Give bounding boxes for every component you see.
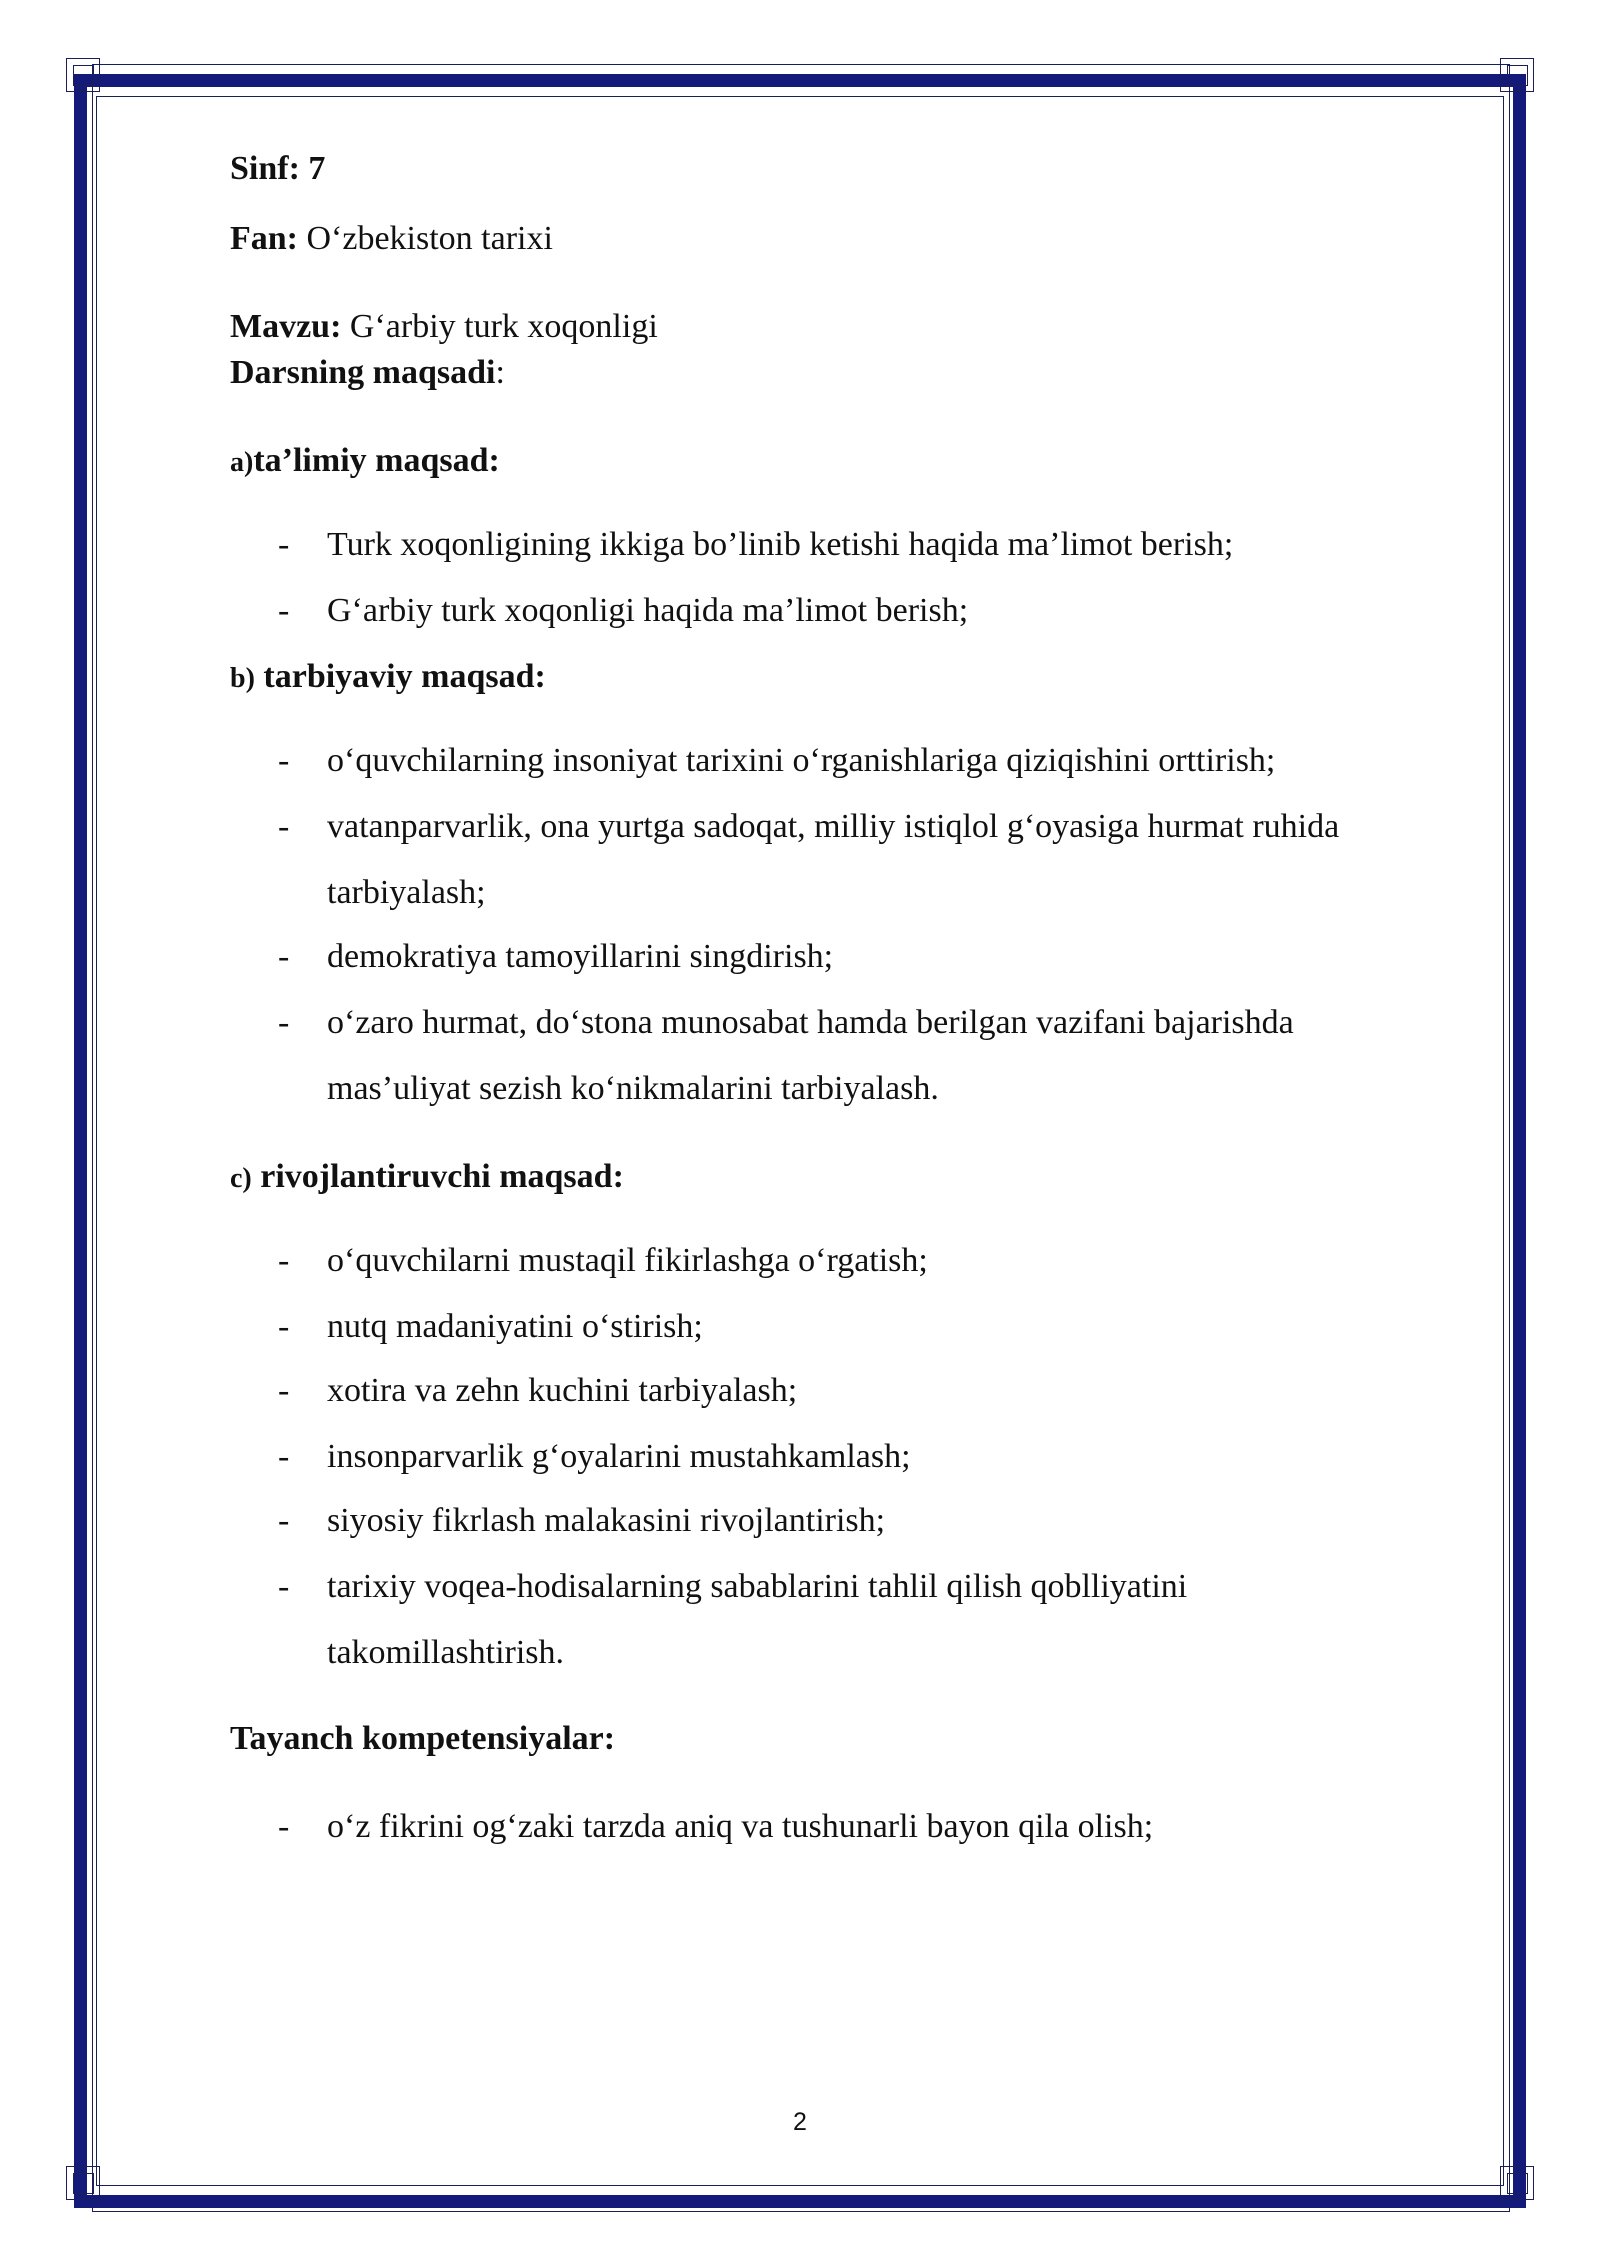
sinf-line [230, 150, 325, 188]
section-a-marker: a) [230, 447, 254, 478]
section-b-marker: b) [230, 663, 255, 694]
list-item: o‘zaro hurmat, do‘stona munosabat hamda berilgan vazifani bajarishda [327, 1004, 1294, 1041]
maqsad-line [230, 354, 505, 392]
list-item: tarixiy voqea-hodisalarning sabablarini tahlil qilish qoblliyatini [327, 1568, 1188, 1605]
list-bullet: - [278, 1004, 290, 1041]
sinf-value: 7 [308, 150, 326, 187]
tayanch-heading [230, 1720, 615, 1758]
list-bullet: - [278, 1242, 290, 1279]
sinf-label: Sinf: [230, 150, 300, 187]
list-bullet: - [278, 1502, 290, 1539]
section-c-heading [230, 1158, 624, 1196]
section-c-marker: c) [230, 1163, 252, 1194]
list-bullet: - [278, 1308, 290, 1345]
list-item: o‘z fikrini og‘zaki tarzda aniq va tushunarli bayon qila olish; [327, 1808, 1154, 1845]
list-bullet: - [278, 808, 290, 845]
section-a-heading [230, 442, 500, 480]
corner-ornament-top-left [66, 58, 100, 92]
mavzu-value: G‘arbiy turk xoqonligi [349, 308, 658, 345]
list-bullet: - [278, 938, 290, 975]
mavzu-line [230, 308, 658, 346]
list-item: Turk xoqonligining ikkiga bo’linib ketishi haqida ma’limot berish; [327, 526, 1234, 563]
fan-line [230, 220, 553, 258]
maqsad-colon: : [495, 354, 505, 391]
maqsad-label: Darsning maqsadi [230, 354, 496, 391]
page-number: 2 [793, 2108, 807, 2136]
section-b-title: tarbiyaviy maqsad: [263, 658, 546, 695]
list-item: G‘arbiy turk xoqonligi haqida ma’limot berish; [327, 592, 969, 629]
fan-value: O‘zbekiston tarixi [306, 220, 553, 257]
list-bullet: - [278, 526, 290, 563]
list-item-continuation: takomillashtirish. [327, 1634, 565, 1671]
list-item: insonparvarlik g‘oyalarini mustahkamlash; [327, 1438, 911, 1475]
list-item: siyosiy fikrlash malakasini rivojlantirish; [327, 1502, 886, 1539]
list-item: xotira va zehn kuchini tarbiyalash; [327, 1372, 798, 1409]
list-item-continuation: tarbiyalash; [327, 874, 486, 911]
section-a-title: ta’limiy maqsad: [253, 442, 500, 479]
list-bullet: - [278, 1568, 290, 1605]
tayanch-title: Tayanch kompetensiyalar: [230, 1720, 616, 1757]
list-item: vatanparvarlik, ona yurtga sadoqat, milliy istiqlol g‘oyasiga hurmat ruhida [327, 808, 1340, 845]
corner-ornament-bottom-right [1500, 2166, 1534, 2200]
list-bullet: - [278, 742, 290, 779]
list-bullet: - [278, 592, 290, 629]
page-border-inner [96, 96, 1504, 2186]
list-item: o‘quvchilarning insoniyat tarixini o‘rganishlariga qiziqishini orttirish; [327, 742, 1276, 779]
mavzu-label: Mavzu: [230, 308, 342, 345]
list-item: demokratiya tamoyillarini singdirish; [327, 938, 834, 975]
list-bullet: - [278, 1372, 290, 1409]
fan-label: Fan: [230, 220, 298, 257]
list-bullet: - [278, 1438, 290, 1475]
list-bullet: - [278, 1808, 290, 1845]
section-b-heading [230, 658, 546, 696]
section-c-title: rivojlantiruvchi maqsad: [260, 1158, 624, 1195]
list-item: nutq madaniyatini o‘stirish; [327, 1308, 703, 1345]
corner-ornament-top-right [1500, 58, 1534, 92]
corner-ornament-bottom-left [66, 2166, 100, 2200]
list-item-continuation: mas’uliyat sezish ko‘nikmalarini tarbiyalash. [327, 1070, 939, 1107]
list-item: o‘quvchilarni mustaqil fikirlashga o‘rgatish; [327, 1242, 928, 1279]
